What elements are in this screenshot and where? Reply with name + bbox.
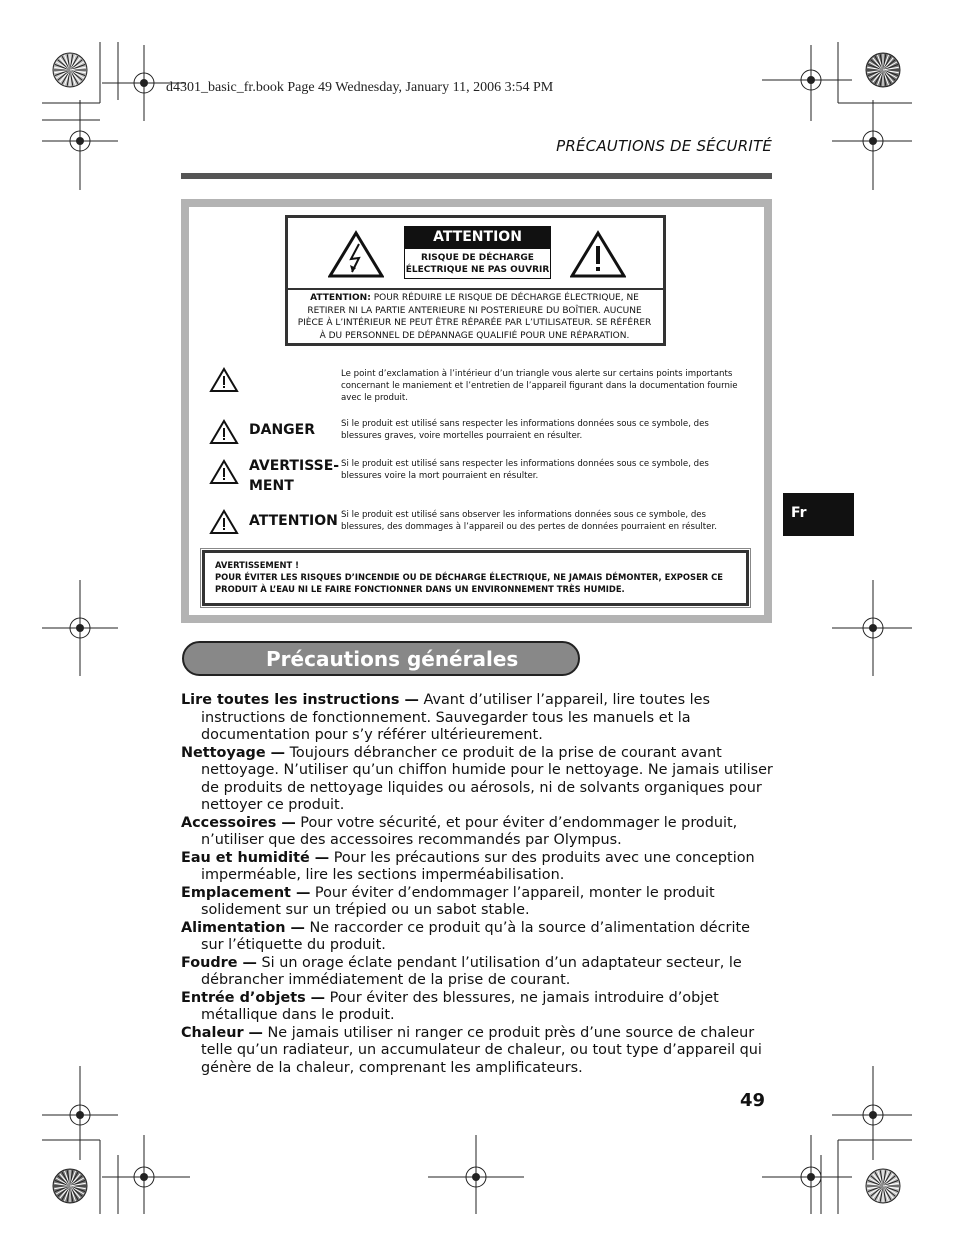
risk-line-1: RISQUE DE DÉCHARGE — [421, 253, 534, 263]
risk-line-2: ÉLECTRIQUE NE PAS OUVRIR — [405, 265, 550, 275]
entry-chaleur — [181, 1025, 773, 1078]
symbol-desc-exclamation: Le point d’exclamation à l’intérieur d’un triangle vous alerte sur certains points importants concernant le maniement et l’entretien de l’appareil figurant dans la documentation fournie avec le produit. — [341, 369, 738, 403]
section-title-pill — [182, 641, 580, 676]
entry-term: Nettoyage — — [181, 744, 286, 761]
entry-term: Accessoires — — [181, 814, 296, 831]
lightning-triangle-icon — [328, 230, 384, 278]
entry-nettoyage — [181, 745, 773, 815]
entry-alimentation — [181, 920, 773, 955]
entry-text: Pour les précautions sur des produits avec une conception imperméable, lire les sections imperméabilisation. — [201, 849, 755, 883]
attention-label: ATTENTION — [404, 226, 551, 248]
attention-symbol-label: ATTENTION — [249, 513, 338, 529]
entry-foudre — [181, 955, 773, 990]
caution-body-bold: ATTENTION: — [310, 293, 371, 303]
entry-term: Alimentation — — [181, 919, 305, 936]
entry-term: Entrée d’objets — — [181, 989, 326, 1006]
attention-triangle-icon — [209, 509, 239, 535]
entry-text: Ne raccorder ce produit qu’à la source d’alimentation décrite sur l’étiquette du produit. — [201, 919, 750, 953]
symbol-desc-attention: Si le produit est utilisé sans observer les informations données sous ce symbole, des blessures, des dommages à l’appareil ou des pertes de données pourraient en résulter. — [341, 510, 717, 532]
entry-emplacement — [181, 885, 773, 920]
entry-accessoires — [181, 815, 773, 850]
language-tab — [783, 493, 854, 536]
entry-instructions — [181, 692, 773, 745]
entry-text: Si un orage éclate pendant l’utilisation d’un adaptateur secteur, le débrancher immédiatement de la prise de courant. — [201, 954, 742, 988]
avertissement-triangle-icon — [209, 459, 239, 485]
section-header: PRÉCAUTIONS DE SÉCURITÉ — [556, 137, 772, 155]
entry-term: Eau et humidité — — [181, 849, 330, 866]
warning-triangle-icon — [209, 367, 239, 393]
entry-text: Ne jamais utiliser ni ranger ce produit près d’une source de chaleur telle qu’un radiateur, un accumulateur de chaleur, ou tout type d’appareil qui génère de la chaleur, comprenant les amplificateurs. — [201, 1024, 762, 1076]
entry-term: Lire toutes les instructions — — [181, 692, 419, 708]
entry-text: Pour votre sécurité, et pour éviter d’endommager le produit, n’utiliser que des accessoires recommandés par Olympus. — [201, 814, 738, 848]
precautions-list — [181, 692, 773, 1077]
entry-term: Foudre — — [181, 954, 257, 971]
language-tab-label: Fr — [791, 505, 807, 521]
page-number: 49 — [740, 1090, 766, 1111]
warning-text-block — [215, 559, 740, 595]
avertissement-label-line2: MENT — [249, 478, 294, 494]
entry-term: Chaleur — — [181, 1024, 263, 1041]
section-title: Précautions générales — [266, 647, 519, 671]
warning-box — [202, 550, 749, 606]
risk-label — [404, 248, 551, 279]
symbol-desc-avertissement: Si le produit est utilisé sans respecter les informations données sous ce symbole, des blessures voire la mort pourraient en résulter. — [341, 459, 709, 481]
avertissement-label — [249, 456, 339, 496]
entry-text: Toujours débrancher ce produit de la prise de courant avant nettoyage. N’utiliser qu’un chiffon humide pour le nettoyage. Ne jamais utiliser de produits de nettoyage liquides ou aérosols, ni de solvants organiques pour nettoyer ce produit. — [201, 744, 773, 813]
entry-text: Pour éviter des blessures, ne jamais introduire d’objet métallique dans le produit. — [201, 989, 719, 1023]
caution-box — [285, 215, 666, 346]
entry-text: Avant d’utiliser l’appareil, lire toutes les instructions de fonctionnement. Sauvegarder tous les manuels et la documentation pour s’y référer ultérieurement. — [201, 692, 711, 743]
entry-text: Pour éviter d’endommager l’appareil, monter le produit solidement sur un trépied ou un sabot stable. — [201, 884, 715, 918]
warning-title: AVERTISSEMENT ! — [215, 560, 299, 570]
warning-text: POUR ÉVITER LES RISQUES D’INCENDIE OU DE DÉCHARGE ÉLECTRIQUE, NE JAMAIS DÉMONTER, EXPOSER CE PRODUIT À L’EAU NI LE FAIRE FONCTIONNER DANS UN ENVIRONNEMENT TRÈS HUMIDE. — [215, 572, 724, 594]
book-header-line: d4301_basic_fr.book Page 49 Wednesday, January 11, 2006 3:54 PM — [166, 80, 554, 95]
caution-body-text: POUR RÉDUIRE LE RISQUE DE DÉCHARGE ÉLECTRIQUE, NE RETIRER NI LA PARTIE ANTERIEURE NI POSTERIEURE DU BOÎTIER. AUCUNE PIÈCE À L’INTÉRIEUR NE PEUT ÊTRE RÉPARÉE PAR L’UTILISATEUR. SE RÉFÉRER À DU PERSONNEL DE DÉPANNAGE QUALIFIÉ POUR UNE RÉPARATION. — [297, 293, 652, 341]
danger-triangle-icon — [209, 419, 239, 445]
caution-body — [294, 292, 655, 342]
caution-header — [288, 218, 663, 290]
symbol-desc-danger: Si le produit est utilisé sans respecter les informations données sous ce symbole, des blessures graves, voire mortelles pourraient en résulter. — [341, 419, 709, 441]
danger-label: DANGER — [249, 422, 316, 438]
entry-eau — [181, 850, 773, 885]
avertissement-label-line1: AVERTISSE- — [249, 458, 340, 474]
entry-term: Emplacement — — [181, 884, 311, 901]
exclamation-triangle-icon — [570, 230, 626, 278]
entry-objets — [181, 990, 773, 1025]
header-rule — [181, 173, 772, 179]
